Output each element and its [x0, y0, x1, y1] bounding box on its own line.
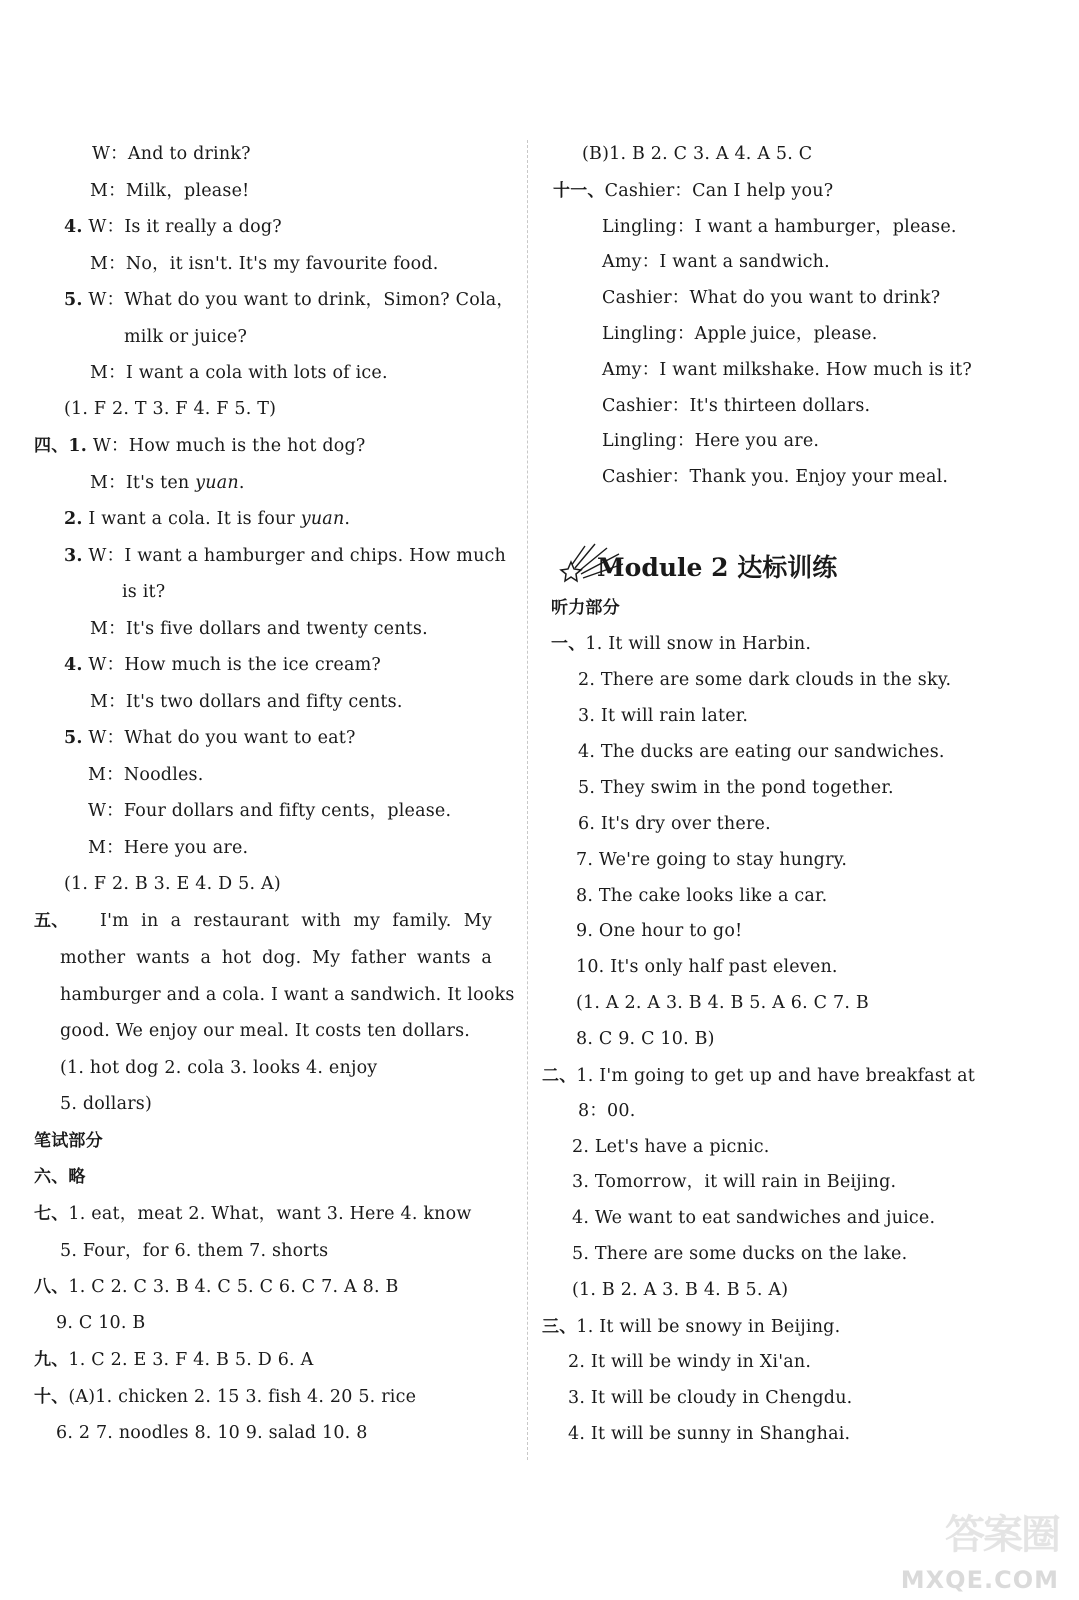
text-line: 3. Tomorrow，it will rain in Beijing. [572, 1172, 897, 1192]
text-line: 四、1. W：How much is the hot dog? [34, 436, 366, 456]
text-line: 3. W：I want a hamburger and chips. How much [64, 546, 507, 566]
text-line: 2. I want a cola. It is four yuan. [64, 509, 351, 529]
text-line: 7. We're going to stay hungry. [576, 850, 848, 870]
text-line: M：It's ten yuan. [90, 473, 245, 493]
text-line: 2. There are some dark clouds in the sky. [578, 670, 952, 690]
text-line: Cashier：Thank you. Enjoy your meal. [602, 467, 949, 487]
text-line: M：Noodles. [88, 765, 204, 785]
answer-line: 9. C 10. B [56, 1313, 146, 1333]
text-line: 4. It will be sunny in Shanghai. [568, 1424, 851, 1444]
text-line: M：Here you are. [88, 838, 249, 858]
text-line: M：It's five dollars and twenty cents. [90, 619, 428, 639]
module-heading [557, 540, 877, 590]
watermark [900, 1480, 1071, 1600]
text-line: 2. Let's have a picnic. [572, 1137, 770, 1157]
answer-line: 6. 2 7. noodles 8. 10 9. salad 10. 8 [56, 1423, 368, 1443]
text-line: 六、略 [34, 1167, 86, 1187]
answer-line: (1. B 2. A 3. B 4. B 5. A) [572, 1280, 789, 1300]
text-line: mother wants a hot dog. My father wants a [60, 948, 492, 968]
answer-line: 九、1. C 2. E 3. F 4. B 5. D 6. A [34, 1350, 314, 1370]
section-mark: 五、 [34, 911, 69, 931]
text-line: 5. They swim in the pond together. [578, 778, 894, 798]
watermark-site: MXQE.COM [900, 1566, 1059, 1594]
text-line: W：Four dollars and fifty cents，please. [88, 801, 452, 821]
column-divider [527, 140, 528, 1460]
answer-line: (1. A 2. A 3. B 4. B 5. A 6. C 7. B [576, 993, 869, 1013]
text-line: is it? [122, 582, 166, 602]
text-line: 十一、Cashier：Can I help you? [553, 181, 834, 201]
text-line: 5. W：What do you want to eat? [64, 728, 356, 748]
text-line: I'm in a restaurant with my family. My [100, 911, 492, 931]
text-line: 3. It will be cloudy in Chengdu. [568, 1388, 853, 1408]
answer-line: 8. C 9. C 10. B) [576, 1029, 715, 1049]
text-line: Lingling：Apple juice，please. [602, 324, 878, 344]
text-line: 2. It will be windy in Xi'an. [568, 1352, 812, 1372]
text-line: 4. W：Is it really a dog? [64, 217, 282, 237]
text-line: M：I want a cola with lots of ice. [90, 363, 388, 383]
text-line: hamburger and a cola. I want a sandwich. It looks [60, 985, 515, 1005]
module-title: Module 2 达标训练 [597, 553, 838, 582]
answer-line: (1. hot dog 2. cola 3. looks 4. enjoy [60, 1058, 378, 1078]
answer-line: (1. F 2. B 3. E 4. D 5. A) [64, 874, 281, 894]
text-line: 9. One hour to go! [576, 921, 743, 941]
text-line: M：It's two dollars and fifty cents. [90, 692, 403, 712]
text-line: W：And to drink? [92, 144, 251, 164]
text-line: Cashier：It's thirteen dollars. [602, 396, 871, 416]
section-heading: 笔试部分 [34, 1131, 103, 1151]
answer-line: 十、(A)1. chicken 2. 15 3. fish 4. 20 5. rice [34, 1387, 417, 1407]
text-line: milk or juice? [124, 327, 248, 347]
text-line: Cashier：What do you want to drink? [602, 288, 941, 308]
text-line: 5. There are some ducks on the lake. [572, 1244, 908, 1264]
text-line: 10. It's only half past eleven. [576, 957, 838, 977]
answer-line: (B)1. B 2. C 3. A 4. A 5. C [582, 144, 813, 164]
text-line: 4. W：How much is the ice cream? [64, 655, 381, 675]
text-line: Lingling：I want a hamburger，please. [602, 217, 957, 237]
text-line: good. We enjoy our meal. It costs ten dollars. [60, 1021, 471, 1041]
left-column [0, 0, 520, 1600]
answer-line: (1. F 2. T 3. F 4. F 5. T) [64, 399, 277, 419]
text-line: M：No，it isn't. It's my favourite food. [90, 254, 439, 274]
section-heading: 听力部分 [551, 598, 620, 618]
answer-line: 5. dollars) [60, 1094, 152, 1114]
text-line: Lingling：Here you are. [602, 431, 820, 451]
text-line: 二、1. I'm going to get up and have breakfast at [542, 1066, 975, 1086]
text-line: 4. We want to eat sandwiches and juice. [572, 1208, 936, 1228]
text-line: M：Milk，please! [90, 181, 250, 201]
answer-line: 八、1. C 2. C 3. B 4. C 5. C 6. C 7. A 8. B [34, 1277, 399, 1297]
text-line: 8. The cake looks like a car. [576, 886, 828, 906]
text-line: 一、1. It will snow in Harbin. [551, 634, 812, 654]
text-line: Amy：I want a sandwich. [602, 252, 830, 272]
text-line: 3. It will rain later. [578, 706, 749, 726]
text-line: Amy：I want milkshake. How much is it? [602, 360, 972, 380]
text-line: 5. W：What do you want to drink，Simon? Cola， [64, 290, 515, 310]
answer-line: 5. Four，for 6. them 7. shorts [60, 1241, 329, 1261]
text-line: 4. The ducks are eating our sandwiches. [578, 742, 945, 762]
text-line: 6. It's dry over there. [578, 814, 771, 834]
answer-line: 七、1. eat，meat 2. What，want 3. Here 4. know [34, 1204, 472, 1224]
text-line: 8：00. [578, 1101, 636, 1121]
watermark-logo: 答案圈 [945, 1512, 1059, 1558]
text-line: 三、1. It will be snowy in Beijing. [542, 1317, 841, 1337]
